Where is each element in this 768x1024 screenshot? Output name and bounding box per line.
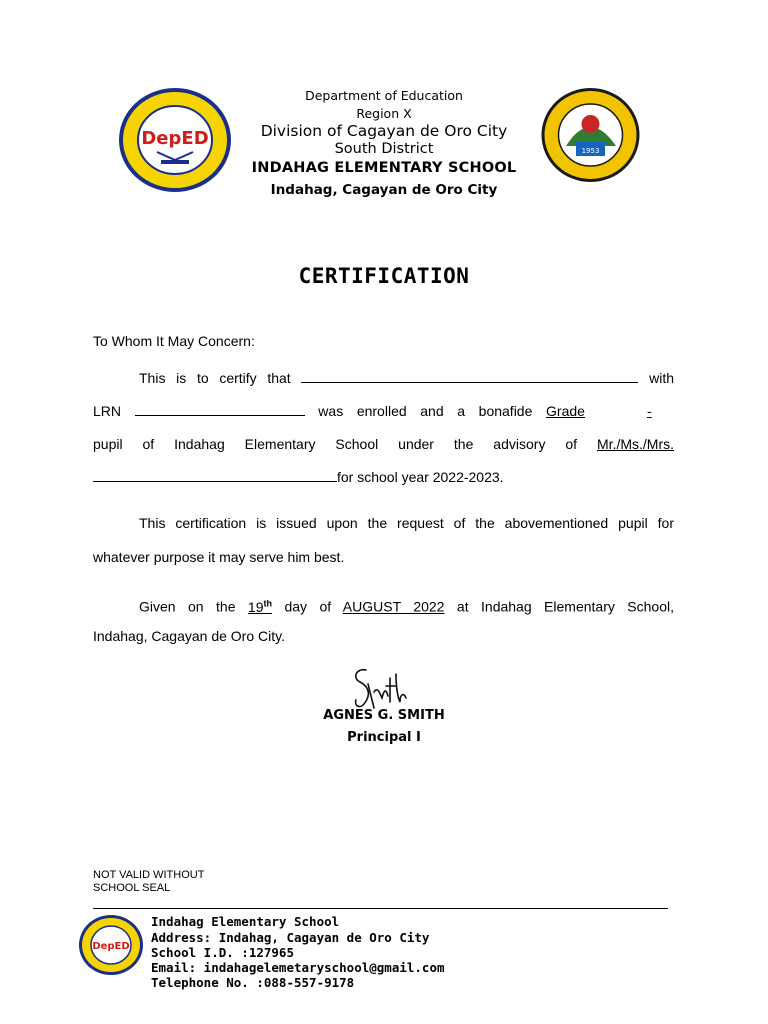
grade-label: Grade (546, 403, 585, 419)
pupil-text: pupil of Indahag Elementary School under the advisory of (93, 436, 578, 452)
given-line-1 (93, 595, 674, 615)
purpose-line-2: whatever purpose it may serve him best. (93, 549, 345, 565)
footer-email: Email: indahagelemetaryschool@gmail.com (151, 960, 445, 975)
certify-line-1 (93, 370, 674, 386)
department-name: Department of Education (305, 88, 463, 103)
certify-line-4 (93, 469, 674, 485)
grade-dash: - (646, 403, 652, 419)
signatory-position: Principal I (347, 730, 421, 745)
not-valid-line-2: SCHOOL SEAL (93, 882, 171, 894)
region-name: Region X (356, 106, 412, 121)
district-name: South District (334, 141, 434, 157)
footer-telephone: Telephone No. :088-557-9178 (151, 975, 355, 990)
certify-line-2 (93, 403, 674, 419)
school-name: INDAHAG ELEMENTARY SCHOOL (251, 160, 517, 176)
with-text: with (649, 370, 675, 386)
day-number: 19 (247, 598, 264, 615)
division-name: Division of Cagayan de Oro City (260, 122, 508, 140)
given-place-text: at Indahag Elementary School, (456, 598, 674, 615)
given-text: Given on the (139, 598, 236, 615)
signatory-name: AGNES G. SMITH (323, 708, 445, 723)
school-year-text: for school year 2022-2023. (337, 469, 504, 485)
given-month-year: AUGUST 2022 (342, 598, 445, 615)
footer-address: Address: Indahag, Cagayan de Oro City (151, 930, 430, 945)
grade-field (546, 403, 674, 419)
footer-school-id: School I.D. :127965 (151, 945, 294, 960)
given-line-2: Indahag, Cagayan de Oro City. (93, 628, 285, 644)
day-of-text: day of (284, 598, 332, 615)
footer-school-name: Indahag Elementary School (151, 914, 340, 929)
certify-text: This is to certify that (139, 370, 291, 386)
footer-divider (93, 908, 668, 909)
not-valid-notice (93, 869, 293, 895)
svg-text:DepED: DepED (141, 128, 209, 149)
pupil-name-blank (301, 380, 638, 383)
adviser-name-blank (93, 479, 337, 482)
handwritten-signature (348, 664, 408, 714)
svg-text:DepED: DepED (92, 941, 130, 952)
given-day (248, 599, 272, 615)
not-valid-line-1: NOT VALID WITHOUT (93, 869, 205, 881)
salutation: To Whom It May Concern: (93, 333, 255, 349)
lrn-blank (135, 413, 305, 416)
day-suffix: th (263, 598, 272, 608)
footer-school-logo (78, 914, 144, 976)
enrolled-text: was enrolled and a bonafide (318, 403, 533, 419)
purpose-line-1: This certification is issued upon the request of the abovementioned pupil for (139, 515, 674, 531)
adviser-title: Mr./Ms./Mrs. (597, 436, 675, 452)
certify-line-3 (93, 436, 674, 452)
svg-text:1953: 1953 (581, 147, 600, 155)
document-title: CERTIFICATION (298, 264, 470, 288)
school-address: Indahag, Cagayan de Oro City (270, 182, 498, 198)
lrn-label: LRN (93, 403, 122, 419)
